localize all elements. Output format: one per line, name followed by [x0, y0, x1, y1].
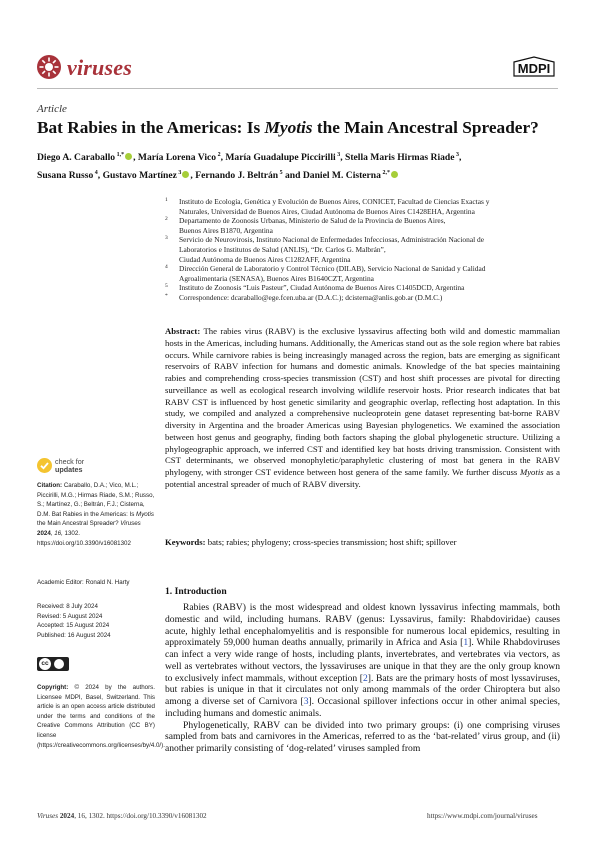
orcid-icon[interactable] [182, 171, 189, 178]
citation-link[interactable]: 3 [303, 696, 309, 707]
author-name[interactable]: Daniel M. Cisterna [302, 169, 381, 181]
author-affiliation-marker: 5 [278, 169, 283, 176]
date-line: Accepted: 15 August 2024 [37, 622, 110, 630]
affiliation-line: Instituto de Zoonosis “Luis Pasteur”, Ciudad Autónoma de Buenos Aires C1405DCD, Argentina [179, 283, 465, 293]
check-line1: check for [55, 457, 85, 466]
author-name[interactable]: María Lorena Vico [137, 152, 217, 164]
affiliation-item [165, 283, 560, 293]
affiliation-line: Buenos Aires B1870, Argentina [179, 225, 273, 235]
affiliation-item [165, 235, 560, 264]
affiliation-item [165, 197, 560, 216]
header-divider [37, 88, 558, 89]
keywords [165, 537, 560, 549]
citation [37, 481, 155, 548]
author-affiliation-marker: 3 [454, 152, 459, 158]
footer-rest[interactable]: , 16, 1302. https://doi.org/10.3390/v16081302 [74, 812, 207, 820]
author-affiliation-marker: 3 [176, 169, 182, 176]
citation-journal: Viruses [120, 520, 141, 528]
citation-genus: Myotis [136, 510, 154, 518]
journal-name[interactable]: viruses [67, 55, 132, 80]
footer-journal: Viruses [37, 812, 59, 820]
keywords-text: bats; rabies; phylogeny; cross-species transmission; host shift; spillover [205, 537, 457, 547]
title-part: Bat Rabies in the Americas: Is [37, 118, 265, 137]
affiliation-number: 1 [165, 197, 168, 203]
author-affiliation-marker: 2 [216, 152, 221, 158]
author-list: Diego A. Caraballo $^{1,*}$ , María Lorena Vico $^2$, María Guadalupe Piccirilli $^3$, Stella Maris Hirmas Riade $^3$, Susana Russo $^4$, Gustavo Martínez $^3$ , Fernando J. Beltrán $^5$ and Daniel M. Cisterna $^{2,*}$ [37, 152, 462, 181]
cc-by-license-icon[interactable] [37, 657, 69, 671]
by-person-icon [54, 659, 64, 669]
footer-journal-url[interactable]: https://www.mdpi.com/journal/viruses [427, 812, 538, 820]
affiliation-line: Ciudad Autónoma de Buenos Aires C1282AFF, Argentina [179, 254, 351, 264]
title-part: the Main Ancestral Spreader? [312, 118, 539, 137]
author-affiliation-marker: 4 [93, 169, 98, 176]
check-updates-icon [37, 458, 52, 473]
affiliation-item [165, 216, 560, 235]
citation-label: Citation: [37, 482, 63, 489]
citation-volume: , 16, [50, 529, 63, 537]
affiliation-line: Agroalimentaria (SENASA), Buenos Aires B1640CZT, Argentina [179, 273, 374, 283]
date-line: Revised: 5 August 2024 [37, 612, 103, 620]
copyright-text: © 2024 by the authors. Licensee MDPI, Basel, Switzerland. This article is an open access article distributed under the terms and conditions of the Creative Commons Attribution (CC BY) license (https://creativecommons.org/licenses/by/4.0/). [37, 684, 165, 749]
date-line: Published: 16 August 2024 [37, 631, 111, 639]
footer-year: 2024 [58, 812, 75, 820]
paragraph: Phylogenetically, RABV can be divided into two primary groups: (i) one comprising viruses sampled from bats and carnivores in the Americas, referred to as the ‘bat-related’ virus group, and (ii) another primarily consisting of ‘dog-related’ viruses sampled from [165, 719, 560, 754]
keywords-label: Keywords: [165, 537, 206, 547]
affiliation-number: 3 [165, 235, 168, 242]
affiliation-item [165, 264, 560, 283]
paragraph-text: ]. Bats are the primary hosts of most lyssaviruses, but rabies is unique in that it circulates not only among mammals of the order Chiroptera but also among a diverse set of Carnivora [ [165, 672, 561, 707]
paragraph [165, 602, 560, 720]
citation-link[interactable]: 2 [362, 672, 368, 684]
abstract-genus: Myotis [519, 467, 544, 477]
author-name[interactable]: Susana Russo [37, 169, 94, 181]
author-name[interactable]: Diego A. Caraballo [37, 152, 116, 164]
copyright-label: Copyright: [37, 684, 69, 691]
affiliation-line: Dirección General de Laboratorio y Control Técnico (DILAB), Servicio Nacional de Sanidad y Calidad [179, 264, 486, 274]
footer-citation [37, 812, 207, 820]
affiliation-number: 4 [165, 264, 168, 271]
author-name[interactable]: María Guadalupe Piccirilli [225, 152, 336, 164]
section-heading: 1. Introduction [165, 586, 227, 597]
abstract [165, 326, 560, 491]
abstract-label: Abstract: [165, 326, 201, 336]
check-updates-label [55, 458, 84, 473]
title-genus: Myotis [264, 118, 313, 137]
author-name[interactable]: Fernando J. Beltrán [195, 169, 279, 181]
author-name[interactable]: Gustavo Martínez [102, 169, 177, 181]
affiliation-item [165, 293, 560, 303]
affiliations [165, 197, 560, 303]
affiliation-line: Departamento de Zoonosis Urbanas, Ministerio de Salud de la Provincia de Buenos Aires, [179, 216, 446, 226]
affiliation-number: 5 [165, 283, 168, 290]
introduction-body [165, 602, 560, 755]
author-name[interactable]: Stella Maris Hirmas Riade [344, 152, 455, 164]
paragraph-text: ]. While Rhabdoviruses can infect a very wide range of hosts, including plants, invertebrates, and vertebrates via vectors, as well as vertebrates without vectors, the lyssaviruses are unique in that they are the only group known to exclusively infect mammals, without exception [ [165, 637, 560, 684]
check-line2: updates [55, 464, 83, 474]
publication-dates [37, 602, 155, 640]
author-affiliation-marker: 1,* [115, 152, 125, 158]
citation-doi-link[interactable]: 1302. https://doi.org/10.3390/v16081302 [37, 529, 131, 547]
affiliation-line: Naturales, Universidad de Buenos Aires, Ciudad Autónoma de Buenos Aires C1428EHA, Argentina [179, 206, 475, 216]
affiliation-number: * [165, 292, 168, 299]
publisher-logo[interactable] [510, 56, 558, 78]
journal-logo-icon [37, 55, 61, 79]
orcid-icon[interactable] [125, 153, 132, 160]
affiliation-line: Correspondence: dcaraballo@ege.fcen.uba.ar (D.A.C.); dcisterna@anlis.gob.ar (D.M.C.) [179, 292, 443, 302]
article-type: Article [37, 103, 67, 115]
article-title [37, 118, 567, 138]
citation-text: Caraballo, D.A.; Vico, M.L.; Piccirilli, M.G.; Hirmas Riade, S.M.; Russo, S.; Martínez, G.; Beltrán, F.J.; Cisterna, D.M. Bat Rabies in the Americas: Is [37, 482, 155, 518]
affiliation-line: Servicio de Neurovirosis, Instituto Nacional de Enfermedades Infecciosas, Administración Nacional de [179, 235, 484, 245]
check-for-updates-button[interactable] [37, 458, 117, 476]
affiliation-line: Laboratorios e Institutos de Salud (ANLIS), “Dr. Carlos G. Malbrán”, [179, 244, 386, 254]
orcid-icon[interactable] [391, 171, 398, 178]
cc-label: cc [39, 658, 51, 670]
abstract-text-end: as a potential ancestral spreader of much of RABV diversity. [165, 467, 561, 489]
author-affiliation-marker: 3 [335, 152, 341, 158]
affiliation-number: 2 [165, 216, 168, 223]
affiliation-line: Instituto de Ecología, Genética y Evolución de Buenos Aires, CONICET, Facultad de Ciencias Exactas y [179, 197, 490, 206]
date-line: Received: 8 July 2024 [37, 603, 98, 610]
paragraph-text: Rabies (RABV) is the most widespread and oldest known lyssavirus infecting mammals, both domestic and wild, including humans. RABV (genus: Lyssavirus, family: Rhabdoviridae) causes acute, highly lethal encephalomyelitis and is responsible for numerous local epidemics, resulting in approximately 59,000 human deaths annually, primarily in Africa and Asia [ [165, 602, 560, 649]
author-affiliation-marker: 2,* [380, 169, 390, 176]
copyright [37, 683, 165, 750]
citation-year: 2024 [37, 529, 51, 537]
paragraph-text: ]. Occasional spillover infections occur in other animal species, including humans and domestic animals. [165, 696, 560, 719]
citation-text: the Main Ancestral Spreader? [37, 520, 121, 528]
citation-link[interactable]: 1 [463, 637, 469, 649]
abstract-text: The rabies virus (RABV) is the exclusive lyssavirus affecting both wild and domestic mammalian hosts in the Americas, including humans. Additionally, the Americas stand out as the sole region where bat rabies occurs. While carnivore rabies is being increasingly managed across the region, bats are emerging as significant reservoirs of RABV infection for humans and domestic animals. Knowledge of the bat species maintaining rabies and comprehending cross-species transmission (CST) and host shift processes are pivotal for directing surveillance as well as ecological research involving wildlife reservoir hosts. Prior research indicates that bat RABV CST is influenced by host genetic similarity and geographic overlap, reflecting host adaptation. In this study, we compiled and analyzed a comprehensive nucleoprotein gene dataset representing bat-borne RABV diversity in Argentina and the broader Americas using Bayesian phylogenetics. We examined the association between host genus and geography, finding both factors shaping the global phylogenetic structure. Utilizing a phylogeographic approach, we inferred CST and identified key bat hosts driving transmission. Consistent with CST determinants, we observed monophyletic/paraphyletic clustering of most bat genera in the RABV phylogeny, with stronger CST evidence between host genera of the same family. We further discuss [165, 326, 560, 477]
publisher-name: MDPI [517, 61, 551, 76]
academic-editor: Academic Editor: Ronald N. Harty [37, 579, 130, 586]
